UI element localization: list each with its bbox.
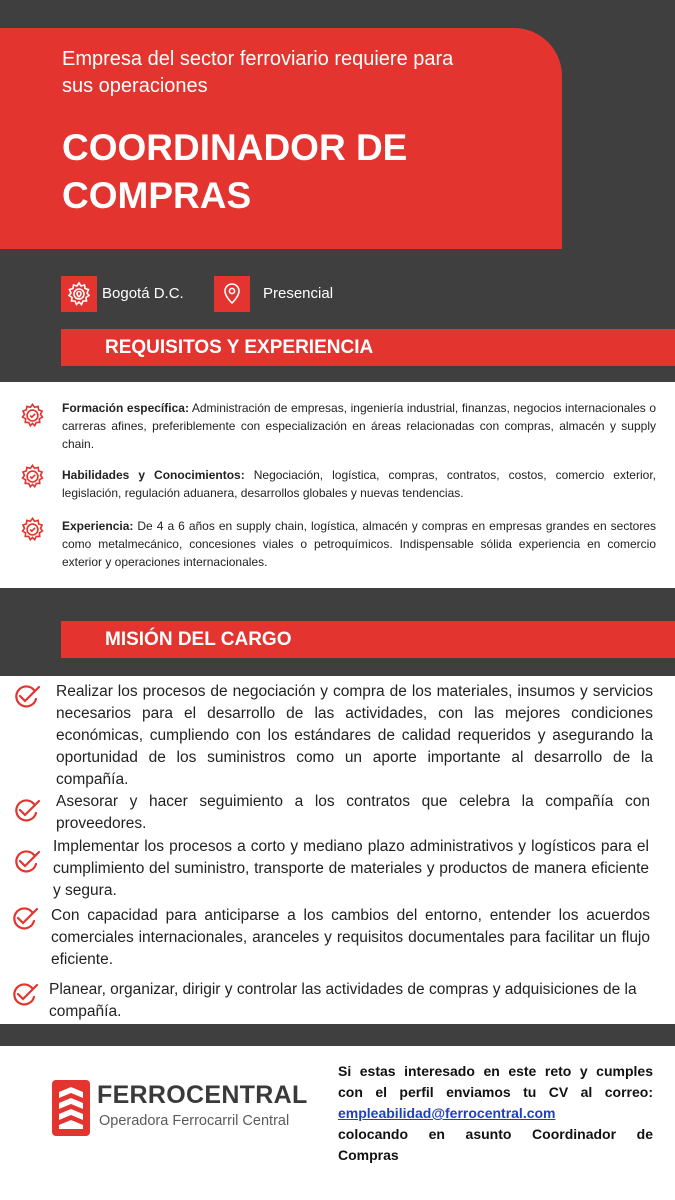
apply-instructions <box>338 1061 653 1166</box>
ferrocentral-logo <box>52 1080 312 1136</box>
checkmark-icon <box>10 982 40 1008</box>
checkmark-icon <box>12 684 42 710</box>
work-mode: Presencial <box>263 285 334 302</box>
requirements-heading: REQUISITOS Y EXPERIENCIA <box>61 329 675 366</box>
gear-check-icon <box>19 516 46 543</box>
checkmark-icon <box>12 798 42 824</box>
gear-check-icon <box>19 463 46 490</box>
checkmark-icon <box>12 849 42 875</box>
email-link[interactable]: empleabilidad@ferrocentral.com <box>338 1105 556 1121</box>
apply-line: Si estas interesado en este reto y cumples <box>338 1063 653 1079</box>
ferrocentral-logo-icon <box>52 1080 90 1136</box>
job-title: COORDINADOR DE COMPRAS <box>62 127 408 216</box>
mission-item: Realizar los procesos de negociación y compra de los materiales, insumos y servicios necesarios para el desarrollo de las actividades, con las mejores condiciones económicas, cumpliendo con los estándares de calidad requeridos y asegurando la oportunidad de los suministros como un aporte importante al desarrollo de la compañía. <box>56 683 653 788</box>
requirement-item: Formación específica: Administración de empresas, ingeniería industrial, finanzas, negocios internacionales o carreras afines, preferiblemente con especialización en áreas relacionadas con compras, almacén y supply chain. <box>62 401 656 451</box>
gear-check-icon <box>19 402 46 429</box>
mission-item: Implementar los procesos a corto y mediano plazo administrativos y logísticos para el cumplimiento del suministro, transporte de materiales y productos de manera eficiente y segura. <box>53 838 649 899</box>
footer-divider <box>0 1024 675 1046</box>
mission-item: Con capacidad para anticiparse a los cambios del entorno, entender los acuerdos comerciales internacionales, aranceles y requisitos documentales para facilitar un flujo eficiente. <box>51 907 650 968</box>
mission-item: Planear, organizar, dirigir y controlar las actividades de compras y adquisiciones de la compañía. <box>49 981 637 1020</box>
mission-item: Asesorar y hacer seguimiento a los contratos que celebra la compañía con proveedores. <box>56 793 650 832</box>
location-city: Bogotá D.C. <box>102 285 184 302</box>
map-pin-icon <box>214 276 250 312</box>
checkmark-icon <box>10 906 40 932</box>
apply-line: colocando en asunto Coordinador de <box>338 1126 653 1142</box>
gear-location-icon <box>61 276 97 312</box>
apply-line: con el perfil enviamos tu CV al correo: <box>338 1084 653 1100</box>
requirement-item: Experiencia: De 4 a 6 años en supply chain, logística, almacén y compras en empresas grandes en sectores como metalmecánico, concesiones viales o petroquímicos. Indispensable sólida experiencia en comercio exterior y operaciones internacionales. <box>62 519 656 569</box>
requirement-item: Habilidades y Conocimientos: Negociación, logística, compras, contratos, costos, comercio exterior, legislación, regulación aduanera, desarrollos globales y nuevas tendencias. <box>62 468 656 500</box>
mission-heading: MISIÓN DEL CARGO <box>61 621 675 658</box>
brand-subtitle: Operadora Ferrocarril Central <box>99 1113 290 1129</box>
hero-intro: Empresa del sector ferroviario requiere para sus operaciones <box>62 48 454 97</box>
apply-line: Compras <box>338 1147 399 1163</box>
brand-name: FERROCENTRAL <box>97 1081 308 1109</box>
